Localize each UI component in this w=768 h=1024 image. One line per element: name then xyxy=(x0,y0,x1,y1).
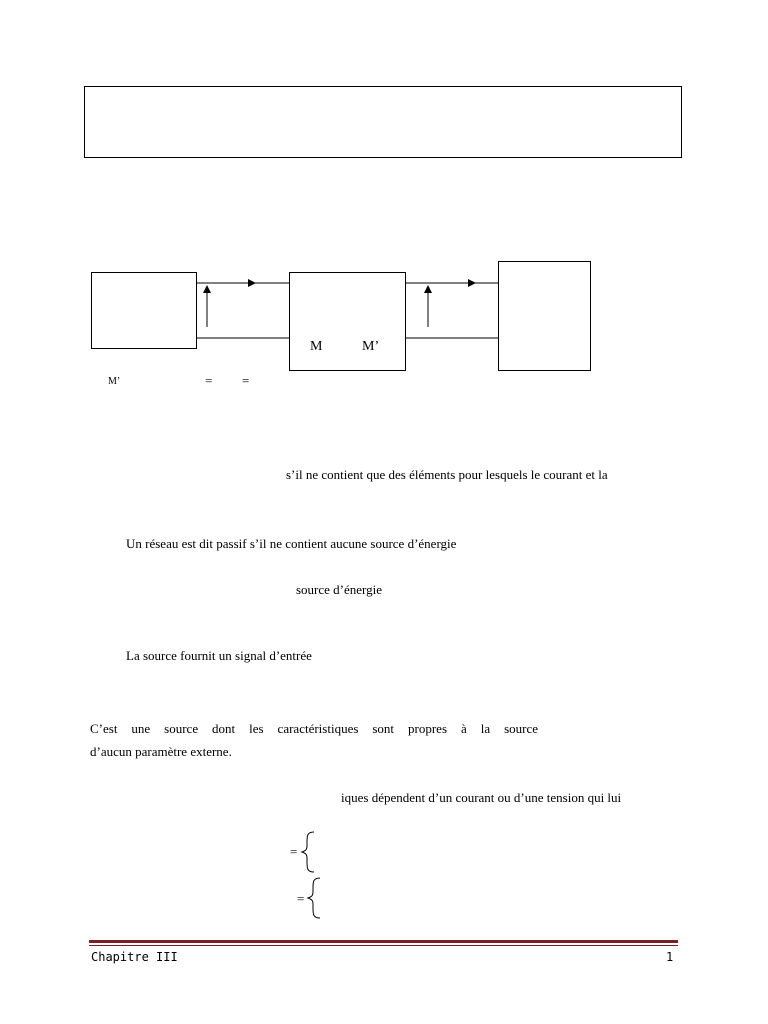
equation-1-equals: = xyxy=(290,844,298,859)
text-line-signal: La source fournit un signal d’entrée xyxy=(126,648,312,663)
text-line-linear: s’il ne contient que des éléments pour lesquels le courant et la xyxy=(286,467,608,482)
port-label-m: M xyxy=(310,339,323,354)
text-line-passive: Un réseau est dit passif s’il ne contient aucune source d’énergie xyxy=(126,536,457,551)
footer-chapter: Chapitre III xyxy=(91,950,178,964)
equation-2-equals: = xyxy=(297,891,305,906)
note-equal-2: = xyxy=(242,373,250,388)
text-line-dependent: iques dépendent d’un courant ou d’une tension qui lui xyxy=(341,790,622,805)
footer-rule-thin xyxy=(89,945,678,946)
text-line-independent: C’est une source dont les caractéristiques sont propres à la source xyxy=(90,721,538,736)
port-label-m-prime: M’ xyxy=(362,339,380,354)
footer-page-number: 1 xyxy=(666,950,674,964)
text-line-source: source d’énergie xyxy=(296,582,383,597)
brace-2 xyxy=(308,878,320,918)
brace-1 xyxy=(302,832,314,872)
note-equal-1: = xyxy=(205,373,213,388)
footer-rule-thick xyxy=(89,940,678,943)
text-line-external: d’aucun paramètre externe. xyxy=(90,744,232,759)
note-m-prime: M’ xyxy=(108,376,121,387)
